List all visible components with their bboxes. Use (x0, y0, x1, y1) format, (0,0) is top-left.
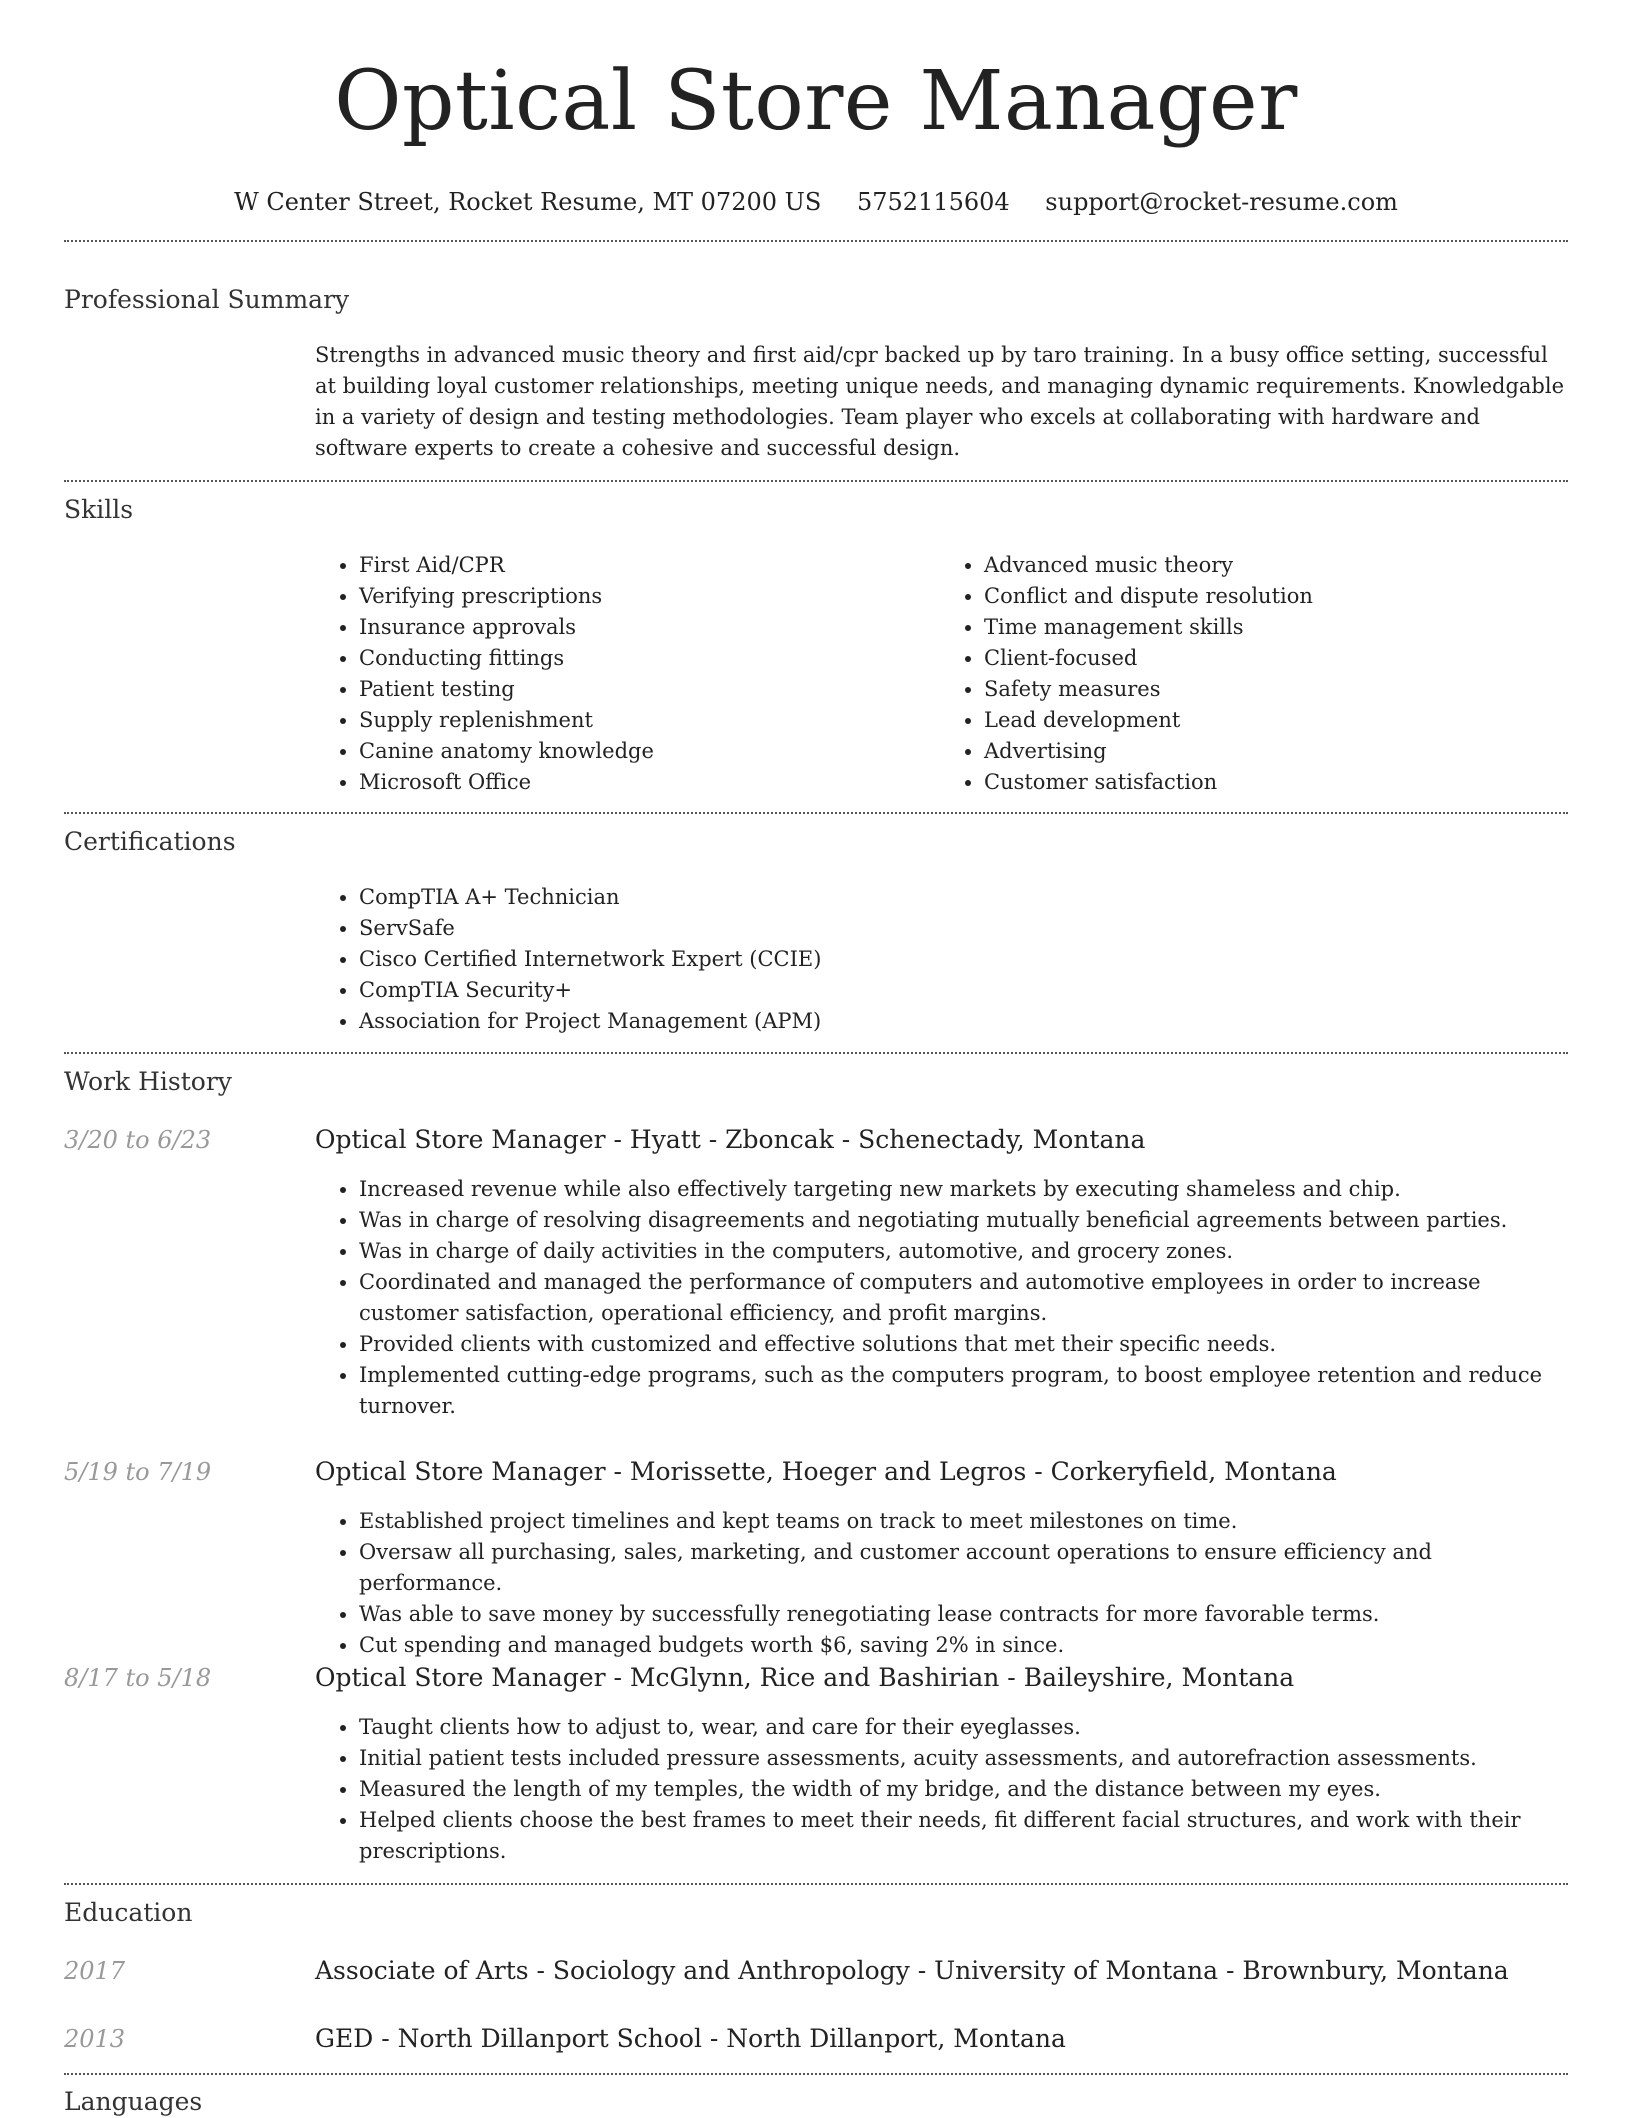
contact-email: support@rocket-resume.com (1045, 188, 1398, 216)
languages-heading: Languages (64, 2087, 203, 2116)
skill-item: • Verifying prescriptions (359, 581, 940, 612)
skills-heading: Skills (64, 495, 134, 524)
summary-heading: Professional Summary (64, 285, 350, 314)
section-divider (64, 240, 1568, 242)
skill-item: • Time management skills (984, 612, 1565, 643)
certifications-list (315, 882, 1565, 1037)
skill-item: • Customer satisfaction (984, 767, 1565, 798)
contact-phone: 5752115604 (856, 188, 1010, 216)
job-bullet: • Established project timelines and kept teams on track to meet milestones on time. (359, 1506, 1565, 1537)
certification-item: • CompTIA Security+ (359, 975, 1565, 1006)
education-year: 2017 (64, 1957, 126, 1985)
skill-item: • Advanced music theory (984, 550, 1565, 581)
skill-item: • Advertising (984, 736, 1565, 767)
skill-item: • First Aid/CPR (359, 550, 940, 581)
certification-item: • Cisco Certified Internetwork Expert (CCIE) (359, 944, 1565, 975)
job-bullet: • Was in charge of daily activities in the computers, automotive, and grocery zones. (359, 1236, 1565, 1267)
certification-item: • CompTIA A+ Technician (359, 882, 1565, 913)
certification-item: • Association for Project Management (APM) (359, 1006, 1565, 1037)
section-divider (64, 2073, 1568, 2075)
job-bullet: • Provided clients with customized and effective solutions that met their specific needs. (359, 1329, 1565, 1360)
job-dates: 8/17 to 5/18 (64, 1664, 212, 1692)
job-bullet: • Was in charge of resolving disagreements and negotiating mutually beneficial agreements between parties. (359, 1205, 1565, 1236)
contact-line (0, 186, 1632, 218)
job-bullet: • Initial patient tests included pressure assessments, acuity assessments, and autorefraction assessments. (359, 1743, 1565, 1774)
skill-item: • Supply replenishment (359, 705, 940, 736)
job-bullets (315, 1712, 1565, 1867)
job-title: Optical Store Manager - Morissette, Hoeger and Legros - Corkeryfield, Montana (315, 1457, 1337, 1486)
job-bullet: • Oversaw all purchasing, sales, marketing, and customer account operations to ensure efficiency and performance. (359, 1537, 1565, 1599)
job-dates: 3/20 to 6/23 (64, 1126, 212, 1154)
skill-item: • Canine anatomy knowledge (359, 736, 940, 767)
job-bullet: • Coordinated and managed the performance of computers and automotive employees in order to increase customer satisfaction, operational efficiency, and profit margins. (359, 1267, 1565, 1329)
job-bullets (315, 1174, 1565, 1422)
job-bullet: • Implemented cutting-edge programs, such as the computers program, to boost employee retention and reduce turnover. (359, 1360, 1565, 1422)
education-heading: Education (64, 1898, 193, 1927)
job-bullet: • Cut spending and managed budgets worth $6, saving 2% in since. (359, 1630, 1565, 1661)
skill-item: • Insurance approvals (359, 612, 940, 643)
skill-item: • Conducting fittings (359, 643, 940, 674)
job-bullet: • Taught clients how to adjust to, wear, and care for their eyeglasses. (359, 1712, 1565, 1743)
job-title: Optical Store Manager - Hyatt - Zboncak - Schenectady, Montana (315, 1125, 1146, 1154)
skill-item: • Microsoft Office (359, 767, 940, 798)
skills-column-right (940, 550, 1565, 798)
skills-column-left (315, 550, 940, 798)
job-bullet: • Increased revenue while also effectively targeting new markets by executing shameless and chip. (359, 1174, 1565, 1205)
education-title: Associate of Arts - Sociology and Anthropology - University of Montana - Brownbury, Montana (315, 1956, 1509, 1985)
job-dates: 5/19 to 7/19 (64, 1458, 212, 1486)
candidate-name: Optical Store Manager (334, 54, 1298, 149)
job-bullet: • Measured the length of my temples, the width of my bridge, and the distance between my eyes. (359, 1774, 1565, 1805)
contact-address: W Center Street, Rocket Resume, MT 07200 US (234, 188, 822, 216)
skill-item: • Lead development (984, 705, 1565, 736)
skill-item: • Safety measures (984, 674, 1565, 705)
job-bullet: • Was able to save money by successfully renegotiating lease contracts for more favorable terms. (359, 1599, 1565, 1630)
job-bullet: • Helped clients choose the best frames to meet their needs, fit different facial structures, and work with their prescriptions. (359, 1805, 1565, 1867)
job-title: Optical Store Manager - McGlynn, Rice and Bashirian - Baileyshire, Montana (315, 1663, 1295, 1692)
section-divider (64, 812, 1568, 814)
skill-item: • Patient testing (359, 674, 940, 705)
skills-list (315, 550, 1565, 798)
certifications-heading: Certifications (64, 827, 236, 856)
summary-text: Strengths in advanced music theory and first aid/cpr backed up by taro training. In a busy office setting, successful at building loyal customer relationships, meeting unique needs, and managing dynamic requirements. Knowledgable in a variety of design and testing methodologies. Team player who excels at collaborating with hardware and software experts to create a cohesive and successful design. (315, 343, 1565, 460)
education-title: GED - North Dillanport School - North Dillanport, Montana (315, 2024, 1066, 2053)
summary-section (315, 340, 1565, 464)
education-year: 2013 (64, 2025, 126, 2053)
skill-item: • Conflict and dispute resolution (984, 581, 1565, 612)
certification-item: • ServSafe (359, 913, 1565, 944)
job-bullets (315, 1506, 1565, 1661)
skill-item: • Client-focused (984, 643, 1565, 674)
section-divider (64, 1883, 1568, 1885)
section-divider (64, 1052, 1568, 1054)
work-history-heading: Work History (64, 1067, 232, 1096)
section-divider (64, 480, 1568, 482)
